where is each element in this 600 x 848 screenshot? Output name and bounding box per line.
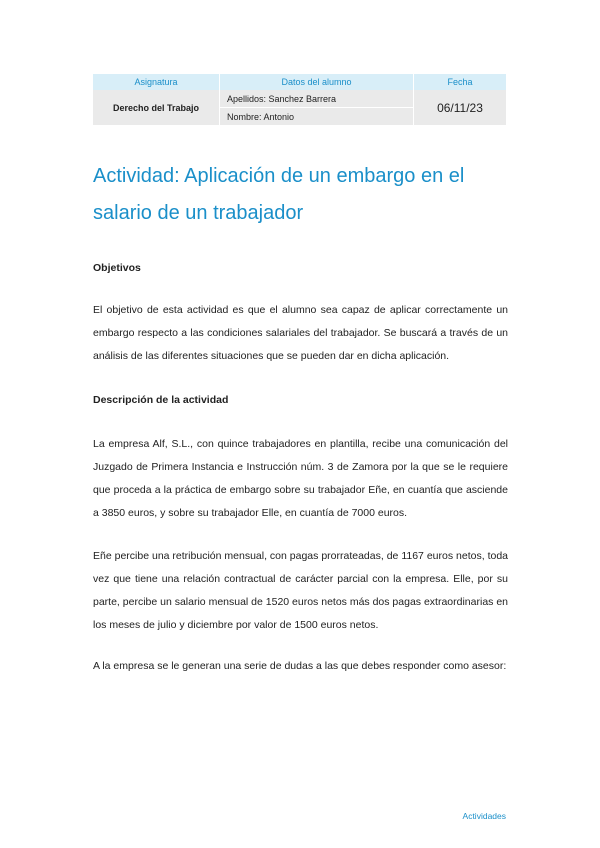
footer-label: Actividades	[462, 811, 506, 821]
col-fecha-header: Fecha	[414, 74, 507, 90]
data-row-1	[93, 90, 506, 108]
page-title: Actividad: Aplicación de un embargo en el salario de un trabajador	[93, 165, 465, 224]
header-table	[93, 74, 506, 125]
apellidos-value: Apellidos: Sanchez Barrera	[220, 90, 414, 108]
descripcion-paragraph-1: La empresa Alf, S.L., con quince trabajadores en plantilla, recibe una comunicación del Juzgado de Primera Instancia e Instrucción núm. 3 de Zamora por la que se le requiere que proceda a la práctica de embargo sobre su trabajador Eñe, en cuantía que asciende a 3850 euros, y sobre su trabajador Elle, en cuantía de 7000 euros.	[93, 438, 508, 519]
objetivos-paragraph: El objetivo de esta actividad es que el alumno sea capaz de aplicar correctamente un embargo respecto a las condiciones salariales del trabajador. Se buscará a través de un análisis de las diferentes situaciones que se pueden dar en dicha aplicación.	[93, 304, 508, 362]
descripcion-paragraph-3: A la empresa se le generan una serie de dudas a las que debes responder como asesor:	[93, 660, 507, 672]
fecha-value: 06/11/23	[414, 90, 507, 125]
header-row	[93, 74, 506, 90]
col-asignatura-header: Asignatura	[93, 74, 220, 90]
descripcion-heading: Descripción de la actividad	[93, 394, 229, 406]
nombre-value: Nombre: Antonio	[220, 108, 414, 126]
objetivos-heading: Objetivos	[93, 262, 141, 274]
asignatura-value: Derecho del Trabajo	[93, 90, 220, 125]
descripcion-paragraph-2: Eñe percibe una retribución mensual, con pagas prorrateadas, de 1167 euros netos, toda vez que tiene una relación contractual de carácter parcial con la empresa. Elle, por su parte, percibe un salario mensual de 1520 euros netos más dos pagas extraordinarias en los meses de julio y diciembre por valor de 1500 euros netos.	[93, 550, 509, 631]
col-datos-header: Datos del alumno	[220, 74, 414, 90]
